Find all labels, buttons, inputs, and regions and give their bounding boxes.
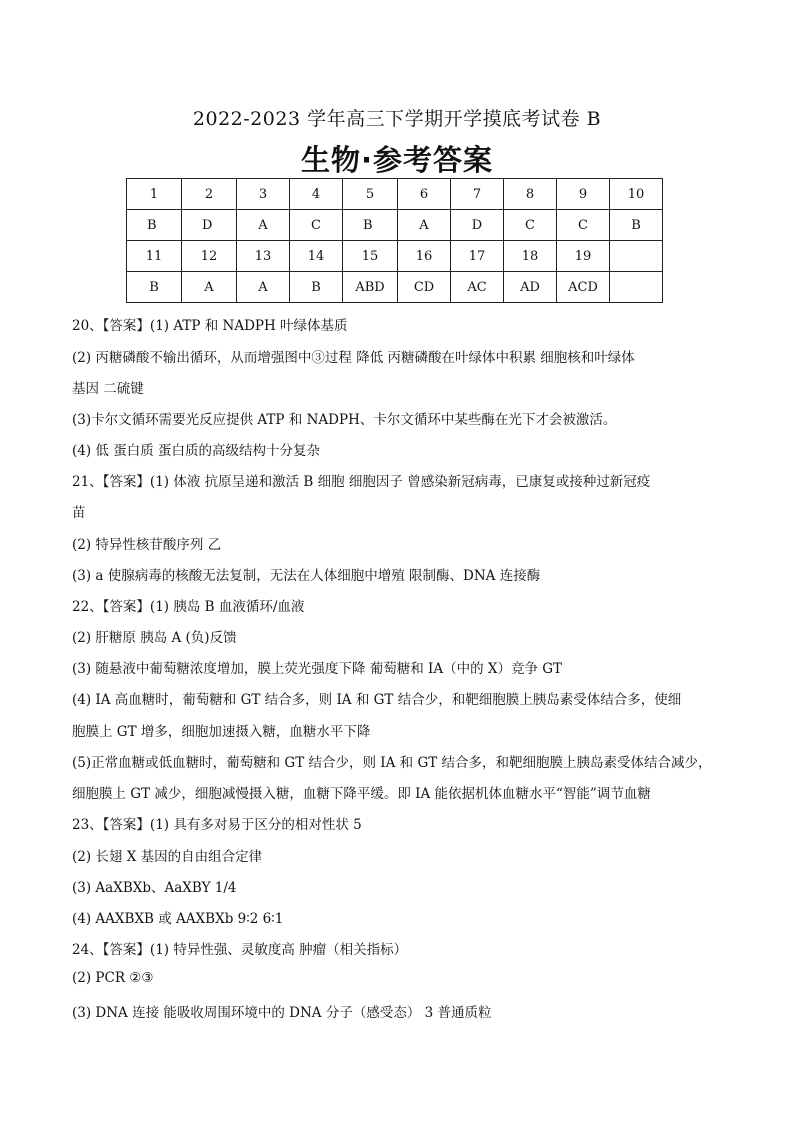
table-cell: C bbox=[290, 210, 343, 241]
answer-line: (2) 长翅 X 基因的自由组合定律 bbox=[72, 849, 263, 865]
table-cell: A bbox=[237, 272, 290, 303]
table-cell: B bbox=[127, 210, 182, 241]
table-cell: 5 bbox=[343, 179, 398, 210]
table-cell: CD bbox=[398, 272, 451, 303]
answer-line: 22、【答案】(1) 胰岛 B 血液循环/血液 bbox=[72, 599, 305, 615]
answer-line: 基因 二硫键 bbox=[72, 381, 144, 397]
table-row bbox=[127, 272, 663, 303]
table-cell: 15 bbox=[343, 241, 398, 272]
answer-line: (3) a 使腺病毒的核酸无法复制，无法在人体细胞中增殖 限制酶、DNA 连接酶 bbox=[72, 568, 541, 584]
table-cell: 10 bbox=[610, 179, 663, 210]
answer-line: (2) 特异性核苷酸序列 乙 bbox=[72, 537, 222, 553]
answer-line: 苗 bbox=[72, 505, 86, 521]
table-cell: AD bbox=[504, 272, 557, 303]
answer-line: (3)卡尔文循环需要光反应提供 ATP 和 NADPH、卡尔文循环中某些酶在光下才会被激活。 bbox=[72, 412, 617, 428]
answer-line: (4) 低 蛋白质 蛋白质的高级结构十分复杂 bbox=[72, 443, 320, 459]
table-row bbox=[127, 179, 663, 210]
answer-line: (2) PCR ②③ bbox=[72, 970, 154, 986]
answer-line: 胞膜上 GT 增多，细胞加速摄入糖，血糖水平下降 bbox=[72, 724, 371, 740]
answer-line: 24、【答案】(1) 特异性强、灵敏度高 肿瘤（相关指标） bbox=[72, 942, 408, 958]
table-cell: AC bbox=[451, 272, 504, 303]
table-cell: C bbox=[557, 210, 610, 241]
answer-line: (3) AaXBXb、AaXBY 1/4 bbox=[72, 880, 237, 896]
answer-line: (2) 肝糖原 胰岛 A (负)反馈 bbox=[72, 630, 237, 646]
table-cell: B bbox=[127, 272, 182, 303]
table-cell: B bbox=[610, 210, 663, 241]
table-cell: A bbox=[237, 210, 290, 241]
table-cell: 11 bbox=[127, 241, 182, 272]
table-cell: C bbox=[504, 210, 557, 241]
table-row bbox=[127, 241, 663, 272]
table-cell: 3 bbox=[237, 179, 290, 210]
table-cell: B bbox=[343, 210, 398, 241]
answer-line: 20、【答案】(1) ATP 和 NADPH 叶绿体基质 bbox=[72, 318, 348, 334]
table-cell: D bbox=[451, 210, 504, 241]
table-cell: A bbox=[182, 272, 237, 303]
table-cell: 18 bbox=[504, 241, 557, 272]
table-cell: 4 bbox=[290, 179, 343, 210]
table-cell bbox=[610, 272, 663, 303]
table-cell: ABD bbox=[343, 272, 398, 303]
answer-line: (5)正常血糖或低血糖时，葡萄糖和 GT 结合少，则 IA 和 GT 结合多，和靶细胞膜上胰岛素受体结合减少， bbox=[72, 755, 712, 771]
table-cell: 17 bbox=[451, 241, 504, 272]
table-cell: 8 bbox=[504, 179, 557, 210]
table-cell: B bbox=[290, 272, 343, 303]
table-cell: D bbox=[182, 210, 237, 241]
table-cell: 12 bbox=[182, 241, 237, 272]
exam-title: 2022-2023 学年高三下学期开学摸底考试卷 B bbox=[192, 108, 602, 130]
table-cell: 16 bbox=[398, 241, 451, 272]
answer-line: (4) AAXBXB 或 AAXBXb 9∶2 6∶1 bbox=[72, 911, 284, 927]
answer-line: 23、【答案】(1) 具有多对易于区分的相对性状 5 bbox=[72, 817, 362, 833]
answer-line: (3) 随悬液中葡萄糖浓度增加，膜上荧光强度下降 葡萄糖和 IA（中的 X）竞争 GT bbox=[72, 661, 563, 677]
table-cell: 14 bbox=[290, 241, 343, 272]
answer-line: (2) 丙糖磷酸不输出循环，从而增强图中③过程 降低 丙糖磷酸在叶绿体中积累 细胞核和叶绿体 bbox=[72, 350, 635, 366]
table-cell: 9 bbox=[557, 179, 610, 210]
table-cell: 2 bbox=[182, 179, 237, 210]
answer-line: (4) IA 高血糖时，葡萄糖和 GT 结合多，则 IA 和 GT 结合少，和靶细胞膜上胰岛素受体结合多，使细 bbox=[72, 692, 682, 708]
table-cell bbox=[610, 241, 663, 272]
table-row bbox=[127, 210, 663, 241]
table-cell: 19 bbox=[557, 241, 610, 272]
answer-key-title: 生物·参考答案 bbox=[300, 143, 494, 177]
table-cell: A bbox=[398, 210, 451, 241]
answer-table bbox=[126, 178, 663, 303]
answer-line: 21、【答案】(1) 体液 抗原呈递和激活 B 细胞 细胞因子 曾感染新冠病毒，已康复或接种过新冠疫 bbox=[72, 474, 651, 490]
table-cell: 7 bbox=[451, 179, 504, 210]
answer-line: 细胞膜上 GT 减少，细胞减慢摄入糖，血糖下降平缓。即 IA 能依据机体血糖水平“智能”调节血糖 bbox=[72, 786, 651, 802]
table-cell: 6 bbox=[398, 179, 451, 210]
table-cell: 13 bbox=[237, 241, 290, 272]
answer-line: (3) DNA 连接 能吸收周围环境中的 DNA 分子（感受态） 3 普通质粒 bbox=[72, 1005, 492, 1021]
table-cell: ACD bbox=[557, 272, 610, 303]
table-cell: 1 bbox=[127, 179, 182, 210]
